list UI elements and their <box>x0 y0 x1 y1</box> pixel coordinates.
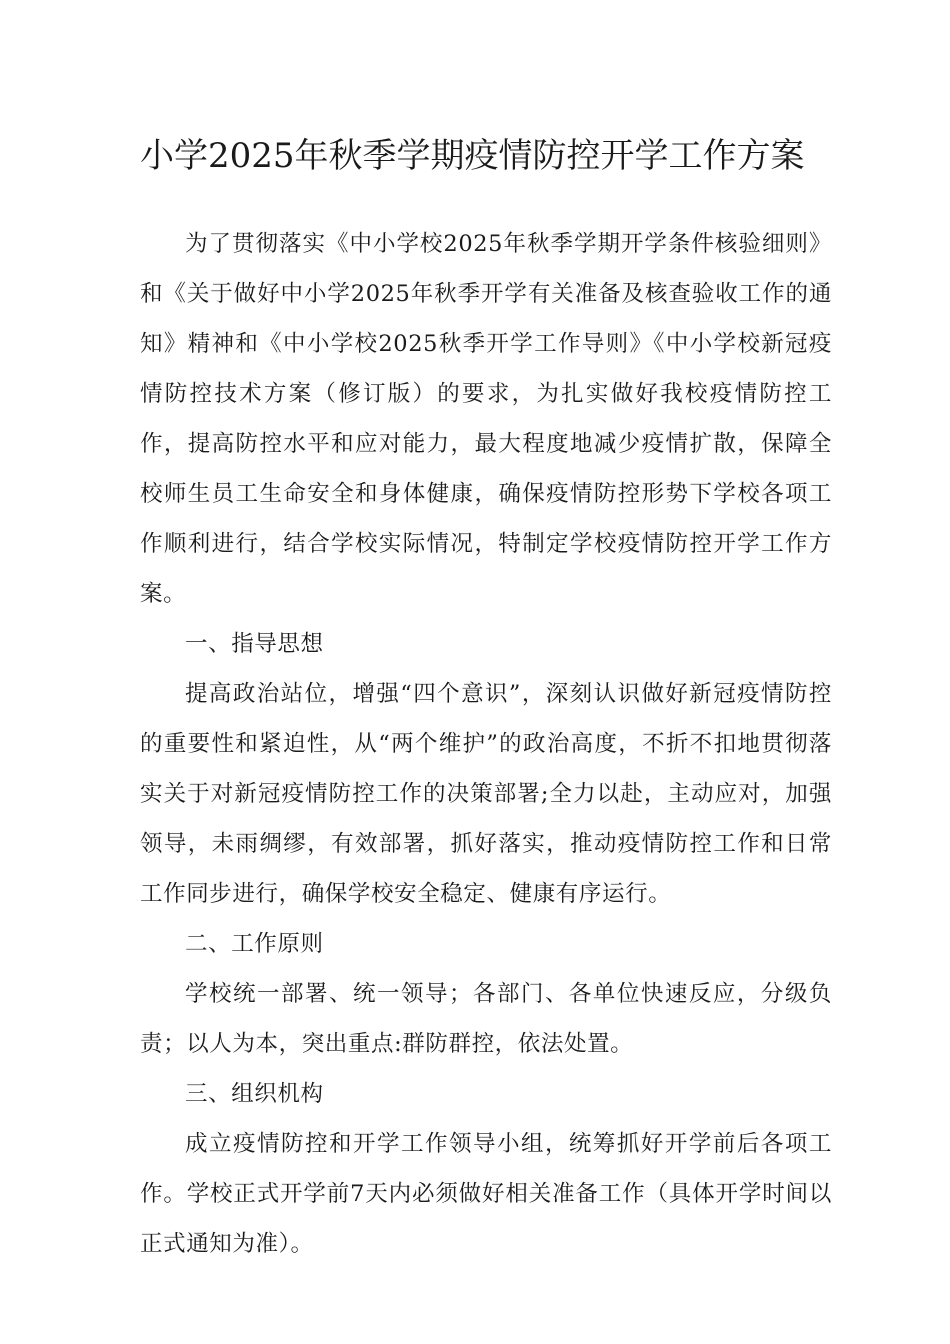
section-paragraph-organization: 成立疫情防控和开学工作领导小组，统筹抓好开学前后各项工作。学校正式开学前7天内必须做好相关准备工作（具体开学时间以正式通知为准）。 <box>140 1131 832 1257</box>
document-title: 小学2025年秋季学期疫情防控开学工作方案 <box>140 136 805 176</box>
section-heading-work-principles: 二、工作原则 <box>185 931 324 957</box>
section-heading-organization: 三、组织机构 <box>185 1081 324 1107</box>
section-heading-guiding-ideology: 一、指导思想 <box>185 631 324 657</box>
section-paragraph-guiding-ideology: 提高政治站位，增强“四个意识”，深刻认识做好新冠疫情防控的重要性和紧迫性，从“两个维护”的政治高度，不折不扣地贯彻落实关于对新冠疫情防控工作的决策部署;全力以赴，主动应对，加强领导，未雨绸缪，有效部署，抓好落实，推动疫情防控工作和日常工作同步进行，确保学校安全稳定、健康有序运行。 <box>140 681 832 907</box>
section-paragraph-work-principles: 学校统一部署、统一领导；各部门、各单位快速反应，分级负责；以人为本，突出重点:群防群控，依法处置。 <box>140 981 832 1057</box>
document-body <box>140 219 832 1269</box>
intro-paragraph: 为了贯彻落实《中小学校2025年秋季学期开学条件核验细则》和《关于做好中小学2025年秋季开学有关准备及核查验收工作的通知》精神和《中小学校2025秋季开学工作导则》《中小学校新冠疫情防控技术方案（修订版）的要求，为扎实做好我校疫情防控工作，提高防控水平和应对能力，最大程度地减少疫情扩散，保障全校师生员工生命安全和身体健康，确保疫情防控形势下学校各项工作顺利进行，结合学校实际情况，特制定学校疫情防控开学工作方案。 <box>140 231 832 607</box>
